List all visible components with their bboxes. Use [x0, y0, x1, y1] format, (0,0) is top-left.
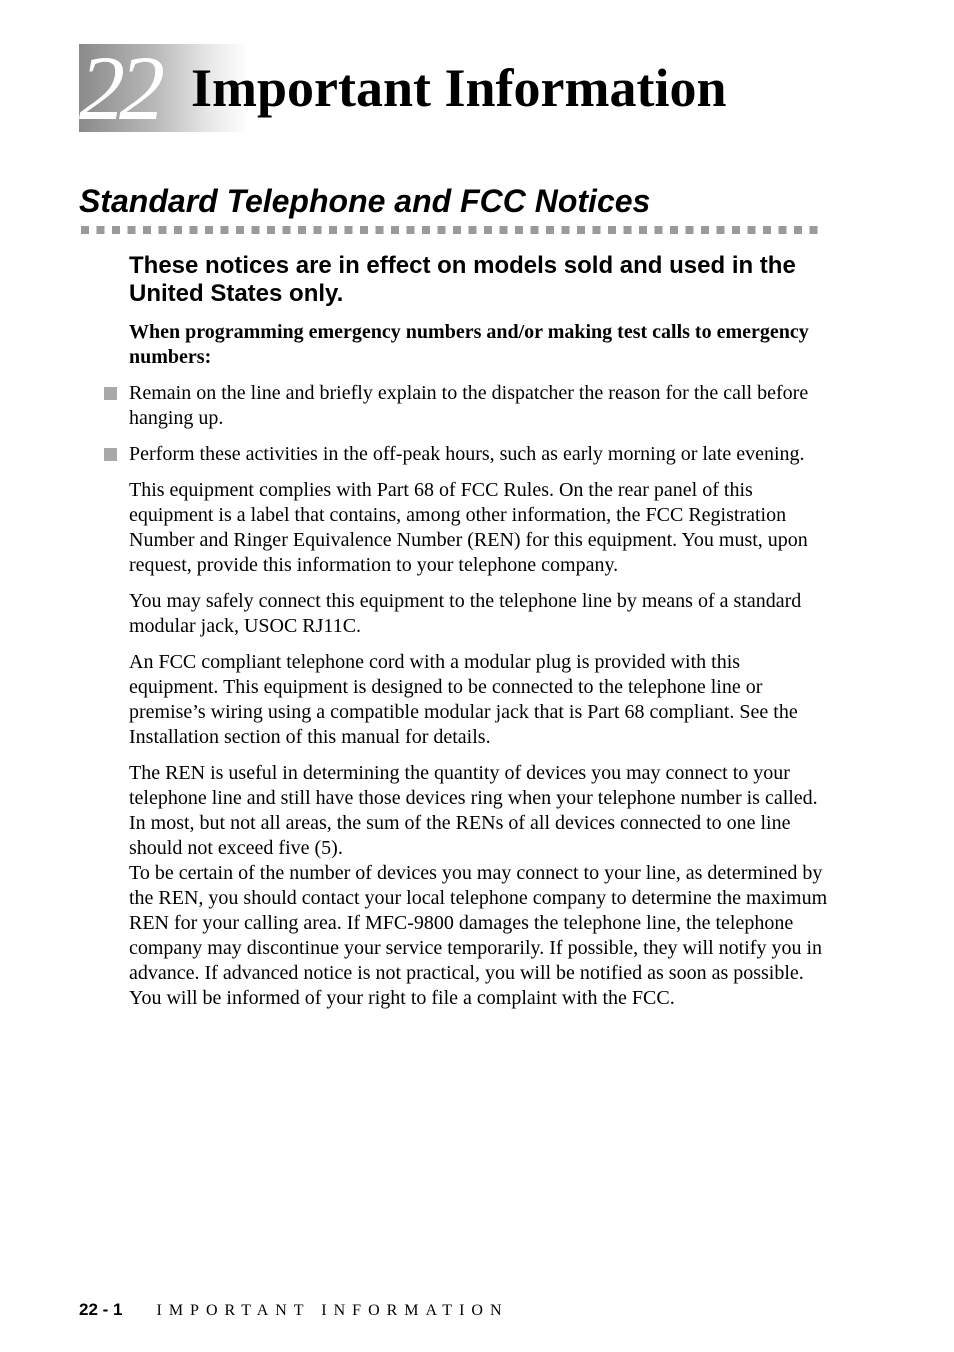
bullet-text: Remain on the line and briefly explain to the dispatcher the reason for the call before hanging up. — [129, 382, 809, 429]
bullet-item — [129, 381, 829, 431]
notice-subheading: These notices are in effect on models sold and used in the United States only. — [129, 252, 796, 307]
main-content — [129, 320, 829, 1022]
ren-paragraph-part1: The REN is useful in determining the quantity of devices you may connect to your telephone line and still have those devices ring when your telephone number is called. In most, but not all areas, the sum of the RENs of all devices connected to one line should not exceed five (5). — [129, 762, 818, 859]
ren-paragraph-part2: To be certain of the number of devices you may connect to your line, as determined by the REN, you should contact your local telephone company to determine the maximum REN for your calling area. If MFC-9800 damages the telephone line, the telephone company may discontinue your service temporarily. If possible, they will notify you in advance. If advanced notice is not practical, you will be notified as soon as possible. You will be informed of your right to file a complaint with the FCC. — [129, 862, 828, 1009]
modular-jack-paragraph: You may safely connect this equipment to the telephone line by means of a standard modular jack, USOC RJ11C. — [129, 590, 802, 637]
section-divider — [81, 226, 823, 234]
ren-paragraph — [129, 761, 829, 1011]
telephone-cord-paragraph: An FCC compliant telephone cord with a modular plug is provided with this equipment. This equipment is designed to be connected to the telephone line or premise’s wiring using a compatible modular jack that is Part 68 compliant. See the Installation section of this manual for details. — [129, 651, 798, 748]
chapter-title: Important Information — [191, 58, 727, 118]
chapter-number: 22 — [79, 37, 159, 139]
chapter-header — [79, 37, 879, 139]
fcc-compliance-paragraph: This equipment complies with Part 68 of FCC Rules. On the rear panel of this equipment is a label that contains, among other information, the FCC Registration Number and Ringer Equivalence Number (REN) for this equipment. You must, upon request, provide this information to your telephone company. — [129, 479, 808, 576]
section-heading: Standard Telephone and FCC Notices — [79, 183, 651, 219]
square-bullet-icon — [104, 387, 117, 400]
bullet-text: Perform these activities in the off-peak hours, such as early morning or late evening. — [129, 443, 805, 465]
footer-chapter-label: IMPORTANT INFORMATION — [156, 1302, 509, 1319]
page-footer — [79, 1299, 509, 1322]
bullet-item — [129, 442, 829, 467]
page-number: 22 - 1 — [79, 1300, 123, 1319]
emergency-intro: When programming emergency numbers and/or making test calls to emergency numbers: — [129, 321, 809, 368]
square-bullet-icon — [104, 448, 117, 461]
